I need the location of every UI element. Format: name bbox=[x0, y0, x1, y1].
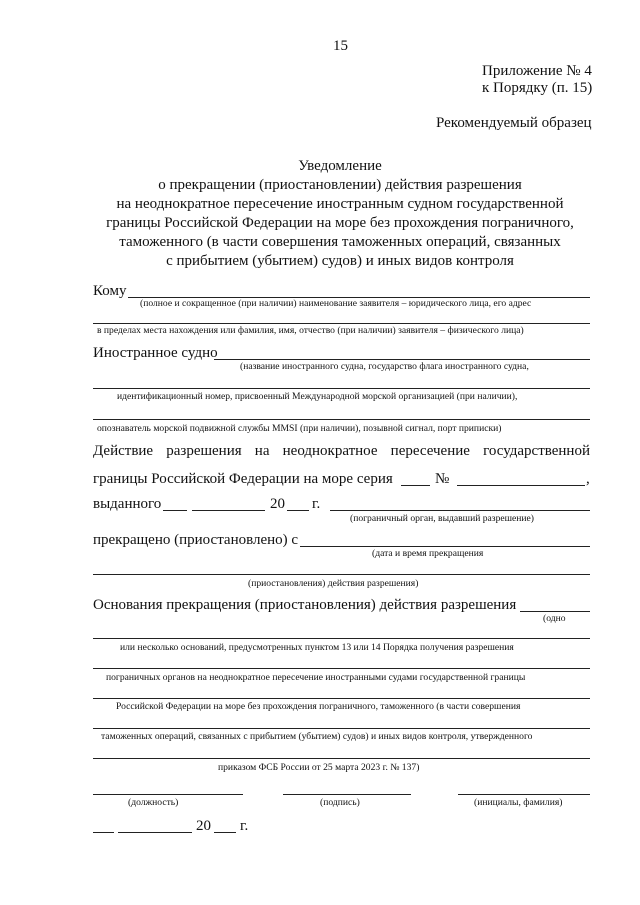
terminated-date-field[interactable] bbox=[300, 546, 590, 547]
vessel-field[interactable] bbox=[214, 359, 590, 360]
date-month-field[interactable] bbox=[118, 832, 192, 833]
issued-year-field[interactable] bbox=[287, 510, 309, 511]
vessel-label: Иностранное судно bbox=[93, 345, 218, 361]
permit-text-line-2: границы Российской Федерации на море серия bbox=[93, 471, 393, 487]
vessel-field-line-3[interactable] bbox=[93, 419, 590, 420]
signature-field[interactable] bbox=[283, 794, 411, 795]
position-hint: (должность) bbox=[128, 797, 179, 808]
grounds-hint: таможенных операций, связанных с прибытием (убытием) судов) и иных видов контроля, утвержденного bbox=[101, 731, 533, 742]
title-line: Уведомление bbox=[298, 158, 382, 174]
title-line: с прибытием (убытием) судов) и иных видов контроля bbox=[166, 253, 514, 269]
to-hint: (полное и сокращенное (при наличии) наименование заявителя – юридического лица, его адрес bbox=[140, 298, 532, 309]
grounds-field-line-4[interactable] bbox=[93, 698, 590, 699]
to-label: Кому bbox=[93, 283, 127, 299]
title-line: на неоднократное пересечение иностранным судном государственной bbox=[116, 196, 564, 212]
date-day-field[interactable] bbox=[93, 832, 114, 833]
vessel-field-line-2[interactable] bbox=[93, 388, 590, 389]
to-hint: в пределах места нахождения или фамилия, имя, отчество (при наличии) заявителя – физического лица) bbox=[97, 325, 524, 336]
date-year-suffix: г. bbox=[240, 818, 249, 834]
issued-year-prefix: 20 bbox=[270, 496, 285, 512]
signature-hint: (подпись) bbox=[320, 797, 360, 808]
number-sign: № bbox=[435, 471, 450, 487]
permit-number-field[interactable] bbox=[457, 485, 585, 486]
grounds-field-line-2[interactable] bbox=[93, 638, 590, 639]
permit-series-field[interactable] bbox=[401, 485, 430, 486]
order-reference: к Порядку (п. 15) bbox=[482, 80, 593, 96]
grounds-hint: Российской Федерации на море без прохождения пограничного, таможенного (в части совершения bbox=[116, 701, 521, 712]
permit-text-line-1: Действие разрешения на неоднократное пересечение государственной bbox=[93, 443, 590, 459]
to-field-line-2[interactable] bbox=[93, 323, 590, 324]
grounds-field[interactable] bbox=[520, 611, 590, 612]
permit-comma: , bbox=[586, 471, 590, 487]
terminated-label: прекращено (приостановлено) с bbox=[93, 532, 299, 548]
issued-day-field[interactable] bbox=[163, 510, 187, 511]
grounds-field-line-5[interactable] bbox=[93, 728, 590, 729]
grounds-hint: (одно bbox=[543, 613, 566, 624]
vessel-hint: опознаватель морской подвижной службы MMSI (при наличии), позывной сигнал, порт приписки) bbox=[97, 423, 502, 434]
title-line: о прекращении (приостановлении) действия разрешения bbox=[158, 177, 522, 193]
terminated-hint: (приостановления) действия разрешения) bbox=[248, 578, 419, 589]
initials-field[interactable] bbox=[458, 794, 590, 795]
page-number: 15 bbox=[333, 38, 348, 54]
initials-hint: (инициалы, фамилия) bbox=[474, 797, 563, 808]
grounds-hint: приказом ФСБ России от 25 марта 2023 г. № 137) bbox=[218, 762, 420, 773]
grounds-label: Основания прекращения (приостановления) действия разрешения bbox=[93, 597, 517, 613]
position-field[interactable] bbox=[93, 794, 243, 795]
title-line: границы Российской Федерации на море без прохождения пограничного, bbox=[106, 215, 574, 231]
sample-label: Рекомендуемый образец bbox=[436, 115, 592, 131]
appendix-label: Приложение № 4 bbox=[482, 63, 592, 79]
vessel-hint: (название иностранного судна, государство флага иностранного судна, bbox=[240, 361, 529, 372]
grounds-field-line-3[interactable] bbox=[93, 668, 590, 669]
grounds-field-line-6[interactable] bbox=[93, 758, 590, 759]
date-year-field[interactable] bbox=[214, 832, 236, 833]
issued-month-field[interactable] bbox=[192, 510, 265, 511]
issuer-hint: (пограничный орган, выдавший разрешение) bbox=[350, 513, 535, 524]
date-year-prefix: 20 bbox=[196, 818, 211, 834]
title-line: таможенного (в части совершения таможенных операций, связанных bbox=[119, 234, 561, 250]
vessel-hint: идентификационный номер, присвоенный Международной морской организацией (при наличии), bbox=[117, 391, 518, 402]
grounds-hint: или несколько оснований, предусмотренных пунктом 13 или 14 Порядка получения разрешения bbox=[120, 642, 514, 653]
grounds-hint: пограничных органов на неоднократное пересечение иностранными судами государственной границы bbox=[106, 672, 526, 683]
terminated-hint: (дата и время прекращения bbox=[372, 548, 484, 559]
terminated-field-line-2[interactable] bbox=[93, 574, 590, 575]
issued-year-suffix: г. bbox=[312, 496, 321, 512]
issuer-field[interactable] bbox=[330, 510, 590, 511]
issued-label: выданного bbox=[93, 496, 162, 512]
